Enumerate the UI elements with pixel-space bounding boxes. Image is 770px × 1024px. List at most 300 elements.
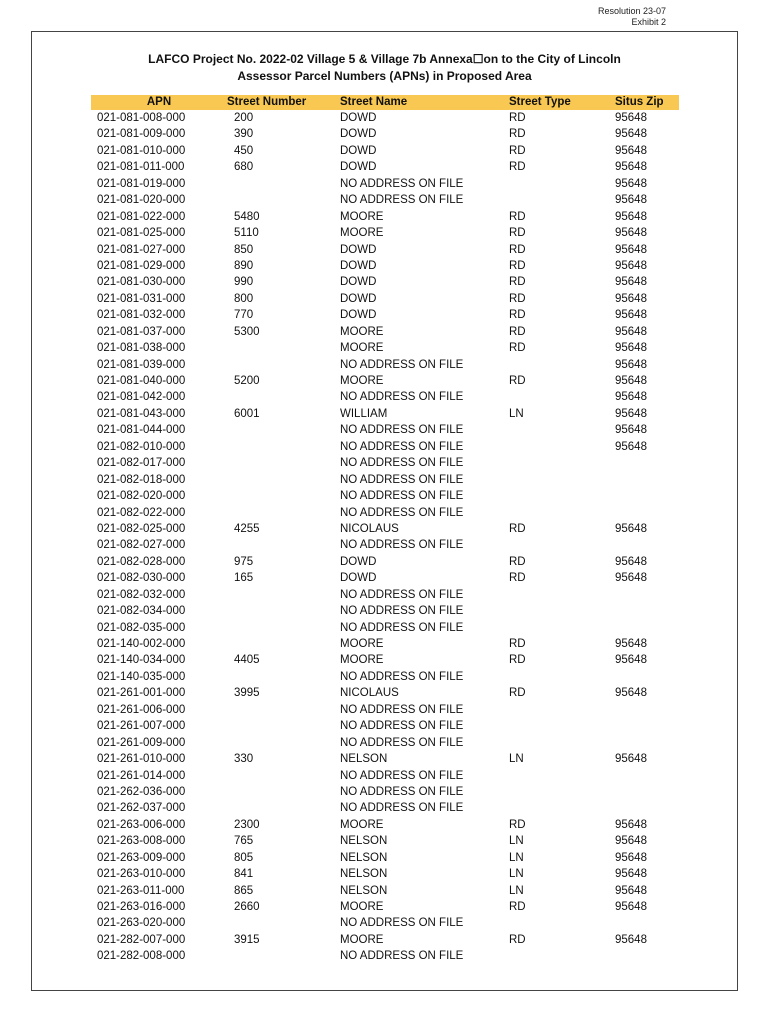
cell-street-number <box>234 603 340 619</box>
cell-apn: 021-081-027-000 <box>97 243 186 256</box>
cell-situs-zip: 95648 <box>615 933 647 946</box>
cell-apn: 021-263-010-000 <box>97 868 186 881</box>
cell-street-number: 975 <box>234 555 254 568</box>
cell-situs-zip: 95648 <box>615 309 647 322</box>
cell-street-name: NO ADDRESS ON FILE <box>340 424 464 437</box>
table-row <box>91 406 679 422</box>
table-row <box>91 932 679 948</box>
cell-street-name: NO ADDRESS ON FILE <box>340 703 464 716</box>
cell-situs-zip: 95648 <box>615 687 647 700</box>
cell-situs-zip <box>615 702 679 718</box>
cell-situs-zip: 95648 <box>615 407 647 420</box>
cell-street-name: NO ADDRESS ON FILE <box>340 440 464 453</box>
cell-street-name: NO ADDRESS ON FILE <box>340 539 464 552</box>
table-row <box>91 620 679 636</box>
cell-apn: 021-261-007-000 <box>97 720 186 733</box>
cell-situs-zip: 95648 <box>615 851 647 864</box>
cell-street-name: NELSON <box>340 868 388 881</box>
cell-street-name: NO ADDRESS ON FILE <box>340 621 464 634</box>
cell-street-name: NO ADDRESS ON FILE <box>340 802 464 815</box>
title-line-1: LAFCO Project No. 2022-02 Village 5 & Village 7b Annexa☐on to the City of Lincoln <box>148 52 621 66</box>
cell-street-type: RD <box>509 687 526 700</box>
cell-apn: 021-282-008-000 <box>97 950 186 963</box>
cell-street-number <box>234 718 340 734</box>
cell-situs-zip: 95648 <box>615 292 647 305</box>
cell-apn: 021-140-002-000 <box>97 638 186 650</box>
cell-situs-zip <box>615 603 679 619</box>
cell-apn: 021-140-035-000 <box>97 670 186 683</box>
table-row <box>91 389 679 405</box>
cell-street-type: LN <box>509 835 524 848</box>
table-row <box>91 603 679 619</box>
cell-street-type <box>509 472 615 488</box>
cell-street-number: 165 <box>234 572 254 585</box>
cell-apn: 021-140-034-000 <box>97 654 186 667</box>
cell-street-number: 770 <box>234 309 254 322</box>
cell-street-name: NO ADDRESS ON FILE <box>340 736 464 749</box>
cell-street-type <box>509 488 615 504</box>
cell-situs-zip: 95648 <box>615 112 647 124</box>
cell-situs-zip: 95648 <box>615 818 647 831</box>
cell-apn: 021-082-025-000 <box>97 522 186 535</box>
document-title <box>32 51 737 85</box>
cell-street-number <box>234 587 340 603</box>
table-row <box>91 422 679 438</box>
cell-situs-zip: 95648 <box>615 638 647 650</box>
table-row <box>91 439 679 455</box>
cell-situs-zip <box>615 620 679 636</box>
cell-situs-zip <box>615 587 679 603</box>
cell-situs-zip: 95648 <box>615 259 647 272</box>
cell-street-type <box>509 587 615 603</box>
cell-street-name: DOWD <box>340 128 377 141</box>
table-row <box>91 455 679 471</box>
cell-street-number <box>234 192 340 208</box>
cell-street-type: RD <box>509 818 526 831</box>
cell-street-number: 841 <box>234 868 254 881</box>
cell-apn: 021-081-020-000 <box>97 194 186 207</box>
table-row <box>91 833 679 849</box>
table-row <box>91 537 679 553</box>
cell-street-name: NO ADDRESS ON FILE <box>340 605 464 618</box>
cell-street-type <box>509 948 615 964</box>
cell-situs-zip <box>615 948 679 964</box>
cell-apn: 021-261-001-000 <box>97 687 186 700</box>
cell-street-type: RD <box>509 572 526 585</box>
table-row <box>91 373 679 389</box>
cell-situs-zip: 95648 <box>615 654 647 667</box>
cell-street-number <box>234 669 340 685</box>
table-row <box>91 472 679 488</box>
cell-street-number: 4405 <box>234 654 260 667</box>
cell-apn: 021-081-010-000 <box>97 144 186 157</box>
cell-street-name: DOWD <box>340 161 377 174</box>
cell-apn: 021-081-030-000 <box>97 276 186 289</box>
cell-apn: 021-082-018-000 <box>97 473 186 486</box>
column-header-street-type: Street Type <box>509 96 571 108</box>
cell-apn: 021-082-035-000 <box>97 621 186 634</box>
cell-street-number <box>234 620 340 636</box>
cell-situs-zip: 95648 <box>615 572 647 585</box>
cell-street-name: NO ADDRESS ON FILE <box>340 720 464 733</box>
cell-street-name: DOWD <box>340 572 377 585</box>
cell-street-number: 5200 <box>234 375 260 387</box>
cell-street-type <box>509 389 615 405</box>
table-row <box>91 899 679 915</box>
cell-situs-zip: 95648 <box>615 901 647 913</box>
column-header-apn: APN <box>146 96 172 108</box>
cell-street-number: 450 <box>234 144 254 157</box>
table-row <box>91 340 679 356</box>
table-header-row <box>91 95 679 110</box>
table-row <box>91 587 679 603</box>
cell-street-name: MOORE <box>340 933 384 946</box>
cell-street-type <box>509 537 615 553</box>
cell-street-name: NICOLAUS <box>340 687 399 700</box>
cell-apn: 021-082-028-000 <box>97 555 186 568</box>
cell-street-number: 3995 <box>234 687 260 700</box>
cell-street-name: NO ADDRESS ON FILE <box>340 769 464 782</box>
cell-street-type: RD <box>509 325 526 338</box>
cell-street-type: RD <box>509 638 526 650</box>
cell-apn: 021-081-025-000 <box>97 227 186 240</box>
cell-situs-zip: 95648 <box>615 243 647 256</box>
cell-apn: 021-261-006-000 <box>97 703 186 716</box>
table-row <box>91 718 679 734</box>
cell-apn: 021-082-027-000 <box>97 539 186 552</box>
cell-apn: 021-262-037-000 <box>97 802 186 815</box>
cell-street-name: NO ADDRESS ON FILE <box>340 358 464 371</box>
cell-street-type <box>509 422 615 438</box>
cell-street-type: RD <box>509 259 526 272</box>
cell-street-name: DOWD <box>340 243 377 256</box>
cell-apn: 021-081-042-000 <box>97 391 186 404</box>
cell-street-name: MOORE <box>340 638 384 650</box>
cell-street-number: 4255 <box>234 522 260 535</box>
cell-apn: 021-081-011-000 <box>97 161 185 174</box>
cell-street-name: NO ADDRESS ON FILE <box>340 490 464 503</box>
cell-street-name: MOORE <box>340 375 384 387</box>
table-row <box>91 242 679 258</box>
cell-situs-zip: 95648 <box>615 276 647 289</box>
exhibit-label: Exhibit 2 <box>631 17 666 27</box>
table-row <box>91 176 679 192</box>
table-row <box>91 291 679 307</box>
cell-street-name: NO ADDRESS ON FILE <box>340 670 464 683</box>
cell-apn: 021-262-036-000 <box>97 785 186 798</box>
cell-apn: 021-081-038-000 <box>97 342 186 355</box>
cell-situs-zip: 95648 <box>615 424 647 437</box>
cell-street-type <box>509 455 615 471</box>
cell-apn: 021-263-006-000 <box>97 818 186 831</box>
cell-street-type: RD <box>509 128 526 141</box>
cell-street-name: NICOLAUS <box>340 522 399 535</box>
table-body <box>91 110 679 965</box>
table-row <box>91 357 679 373</box>
cell-situs-zip: 95648 <box>615 227 647 240</box>
cell-street-type <box>509 620 615 636</box>
cell-apn: 021-082-034-000 <box>97 605 186 618</box>
cell-situs-zip <box>615 488 679 504</box>
cell-situs-zip: 95648 <box>615 210 647 223</box>
cell-street-type: RD <box>509 555 526 568</box>
cell-street-number <box>234 439 340 455</box>
cell-street-type: RD <box>509 933 526 946</box>
cell-apn: 021-081-008-000 <box>97 112 186 124</box>
cell-street-name: MOORE <box>340 210 384 223</box>
cell-situs-zip: 95648 <box>615 177 647 190</box>
table-row <box>91 209 679 225</box>
cell-street-number <box>234 784 340 800</box>
cell-street-number <box>234 455 340 471</box>
cell-street-name: DOWD <box>340 112 377 124</box>
cell-apn: 021-081-029-000 <box>97 259 186 272</box>
cell-street-number: 200 <box>234 112 254 124</box>
table-row <box>91 258 679 274</box>
cell-street-number: 850 <box>234 243 254 256</box>
cell-street-name: NO ADDRESS ON FILE <box>340 785 464 798</box>
cell-street-number <box>234 472 340 488</box>
cell-street-number: 5300 <box>234 325 260 338</box>
cell-street-number: 990 <box>234 276 254 289</box>
cell-street-number: 680 <box>234 161 254 174</box>
cell-street-name: NO ADDRESS ON FILE <box>340 950 464 963</box>
cell-situs-zip: 95648 <box>615 835 647 848</box>
cell-street-type: RD <box>509 276 526 289</box>
cell-street-name: DOWD <box>340 309 377 322</box>
cell-situs-zip <box>615 537 679 553</box>
cell-street-number <box>234 702 340 718</box>
cell-street-number <box>234 537 340 553</box>
cell-apn: 021-081-019-000 <box>97 177 186 190</box>
cell-situs-zip <box>615 768 679 784</box>
cell-street-number: 765 <box>234 835 254 848</box>
cell-street-name: MOORE <box>340 654 384 667</box>
cell-situs-zip <box>615 472 679 488</box>
cell-street-type: LN <box>509 753 524 766</box>
cell-street-type: RD <box>509 227 526 240</box>
cell-street-type <box>509 702 615 718</box>
cell-street-type: RD <box>509 654 526 667</box>
cell-street-type: RD <box>509 144 526 157</box>
cell-situs-zip: 95648 <box>615 884 647 897</box>
cell-apn: 021-081-032-000 <box>97 309 186 322</box>
cell-street-number: 890 <box>234 259 254 272</box>
cell-apn: 021-263-011-000 <box>97 884 185 897</box>
cell-street-type <box>509 735 615 751</box>
cell-apn: 021-081-022-000 <box>97 210 186 223</box>
cell-street-name: NELSON <box>340 753 388 766</box>
cell-street-number: 330 <box>234 753 254 766</box>
cell-apn: 021-081-037-000 <box>97 325 186 338</box>
table-row <box>91 883 679 899</box>
cell-street-number: 805 <box>234 851 254 864</box>
cell-situs-zip: 95648 <box>615 555 647 568</box>
cell-street-type <box>509 176 615 192</box>
table-row <box>91 488 679 504</box>
cell-street-number <box>234 340 340 356</box>
cell-street-type: RD <box>509 375 526 387</box>
cell-street-number <box>234 488 340 504</box>
table-row <box>91 948 679 964</box>
cell-street-type: RD <box>509 292 526 305</box>
resolution-number: Resolution 23-07 <box>597 6 666 16</box>
cell-street-number: 800 <box>234 292 254 305</box>
cell-street-type <box>509 784 615 800</box>
cell-street-type <box>509 192 615 208</box>
title-line-2: Assessor Parcel Numbers (APNs) in Proposed Area <box>237 69 532 83</box>
cell-apn: 021-082-020-000 <box>97 490 186 503</box>
cell-apn: 021-082-010-000 <box>97 440 186 453</box>
cell-street-name: MOORE <box>340 901 384 913</box>
cell-street-type <box>509 357 615 373</box>
cell-apn: 021-282-007-000 <box>97 933 186 946</box>
table-row <box>91 307 679 323</box>
cell-situs-zip: 95648 <box>615 868 647 881</box>
table-row <box>91 702 679 718</box>
column-header-situs-zip: Situs Zip <box>615 96 664 108</box>
cell-street-name: MOORE <box>340 818 384 831</box>
cell-street-number <box>234 176 340 192</box>
cell-situs-zip: 95648 <box>615 440 647 453</box>
table-row <box>91 866 679 882</box>
cell-street-type: RD <box>509 522 526 535</box>
cell-street-name: NO ADDRESS ON FILE <box>340 177 464 190</box>
cell-apn: 021-081-031-000 <box>97 292 186 305</box>
cell-apn: 021-263-009-000 <box>97 851 186 864</box>
cell-situs-zip <box>615 784 679 800</box>
table-row <box>91 669 679 685</box>
cell-street-type: RD <box>509 901 526 913</box>
cell-street-number: 2300 <box>234 818 260 831</box>
cell-street-type <box>509 800 615 816</box>
table-row <box>91 324 679 340</box>
cell-street-name: NO ADDRESS ON FILE <box>340 473 464 486</box>
cell-apn: 021-082-017-000 <box>97 457 186 470</box>
table-row <box>91 225 679 241</box>
cell-street-name: MOORE <box>340 342 384 355</box>
cell-street-name: DOWD <box>340 144 377 157</box>
cell-street-type: RD <box>509 309 526 322</box>
cell-apn: 021-261-009-000 <box>97 736 186 749</box>
cell-situs-zip <box>615 505 679 521</box>
cell-situs-zip: 95648 <box>615 325 647 338</box>
table-row <box>91 636 679 652</box>
cell-street-name: NO ADDRESS ON FILE <box>340 391 464 404</box>
cell-street-number <box>234 768 340 784</box>
cell-street-type <box>509 669 615 685</box>
cell-apn: 021-081-009-000 <box>97 128 186 141</box>
cell-street-type <box>509 505 615 521</box>
document-frame <box>31 31 738 991</box>
cell-street-name: NELSON <box>340 884 388 897</box>
cell-situs-zip <box>615 915 679 931</box>
table-row <box>91 192 679 208</box>
cell-street-type <box>509 718 615 734</box>
cell-street-type: RD <box>509 243 526 256</box>
cell-street-type <box>509 915 615 931</box>
cell-situs-zip <box>615 455 679 471</box>
cell-apn: 021-263-016-000 <box>97 901 186 913</box>
cell-street-name: DOWD <box>340 259 377 272</box>
cell-apn: 021-082-030-000 <box>97 572 186 585</box>
cell-situs-zip <box>615 669 679 685</box>
table-row <box>91 800 679 816</box>
cell-street-name: NELSON <box>340 835 388 848</box>
cell-street-name: NELSON <box>340 851 388 864</box>
cell-apn: 021-082-032-000 <box>97 588 186 601</box>
table-row <box>91 554 679 570</box>
cell-street-number: 5480 <box>234 210 260 223</box>
table-row <box>91 521 679 537</box>
cell-street-type: LN <box>509 851 524 864</box>
table-row <box>91 784 679 800</box>
table-row <box>91 850 679 866</box>
cell-street-type: RD <box>509 161 526 174</box>
cell-situs-zip: 95648 <box>615 144 647 157</box>
cell-street-name: WILLIAM <box>340 407 388 420</box>
cell-street-name: NO ADDRESS ON FILE <box>340 917 464 930</box>
cell-situs-zip: 95648 <box>615 161 647 174</box>
cell-street-name: NO ADDRESS ON FILE <box>340 194 464 207</box>
cell-apn: 021-081-039-000 <box>97 358 186 371</box>
cell-street-number: 5110 <box>234 227 259 240</box>
cell-apn: 021-261-010-000 <box>97 753 186 766</box>
cell-street-type <box>509 439 615 455</box>
table-row <box>91 685 679 701</box>
cell-street-number <box>234 422 340 438</box>
table-row <box>91 143 679 159</box>
cell-apn: 021-263-020-000 <box>97 917 186 930</box>
table-row <box>91 110 679 126</box>
table-row <box>91 768 679 784</box>
cell-street-number <box>234 636 340 652</box>
cell-apn: 021-081-043-000 <box>97 407 186 420</box>
cell-street-name: MOORE <box>340 227 384 240</box>
table-row <box>91 735 679 751</box>
cell-street-number <box>234 505 340 521</box>
cell-street-name: DOWD <box>340 276 377 289</box>
cell-situs-zip: 95648 <box>615 342 647 355</box>
table-row <box>91 652 679 668</box>
cell-situs-zip: 95648 <box>615 358 647 371</box>
cell-street-name: NO ADDRESS ON FILE <box>340 457 464 470</box>
cell-situs-zip <box>615 800 679 816</box>
table-row <box>91 505 679 521</box>
cell-street-name: NO ADDRESS ON FILE <box>340 588 464 601</box>
cell-street-type: RD <box>509 210 526 223</box>
cell-street-number: 390 <box>234 128 254 141</box>
cell-street-number <box>234 915 340 931</box>
cell-street-number <box>234 389 340 405</box>
table-row <box>91 570 679 586</box>
cell-street-number <box>234 948 340 964</box>
page-header <box>598 6 666 28</box>
cell-street-type <box>509 603 615 619</box>
cell-apn: 021-261-014-000 <box>97 769 186 782</box>
cell-apn: 021-081-044-000 <box>97 424 186 437</box>
cell-street-name: DOWD <box>340 555 377 568</box>
cell-street-name: MOORE <box>340 325 384 338</box>
cell-situs-zip: 95648 <box>615 194 647 207</box>
cell-street-number <box>234 800 340 816</box>
cell-situs-zip: 95648 <box>615 753 647 766</box>
cell-street-number <box>234 357 340 373</box>
apn-table <box>91 95 679 965</box>
cell-apn: 021-263-008-000 <box>97 835 186 848</box>
cell-street-type: LN <box>509 868 524 881</box>
table-row <box>91 817 679 833</box>
